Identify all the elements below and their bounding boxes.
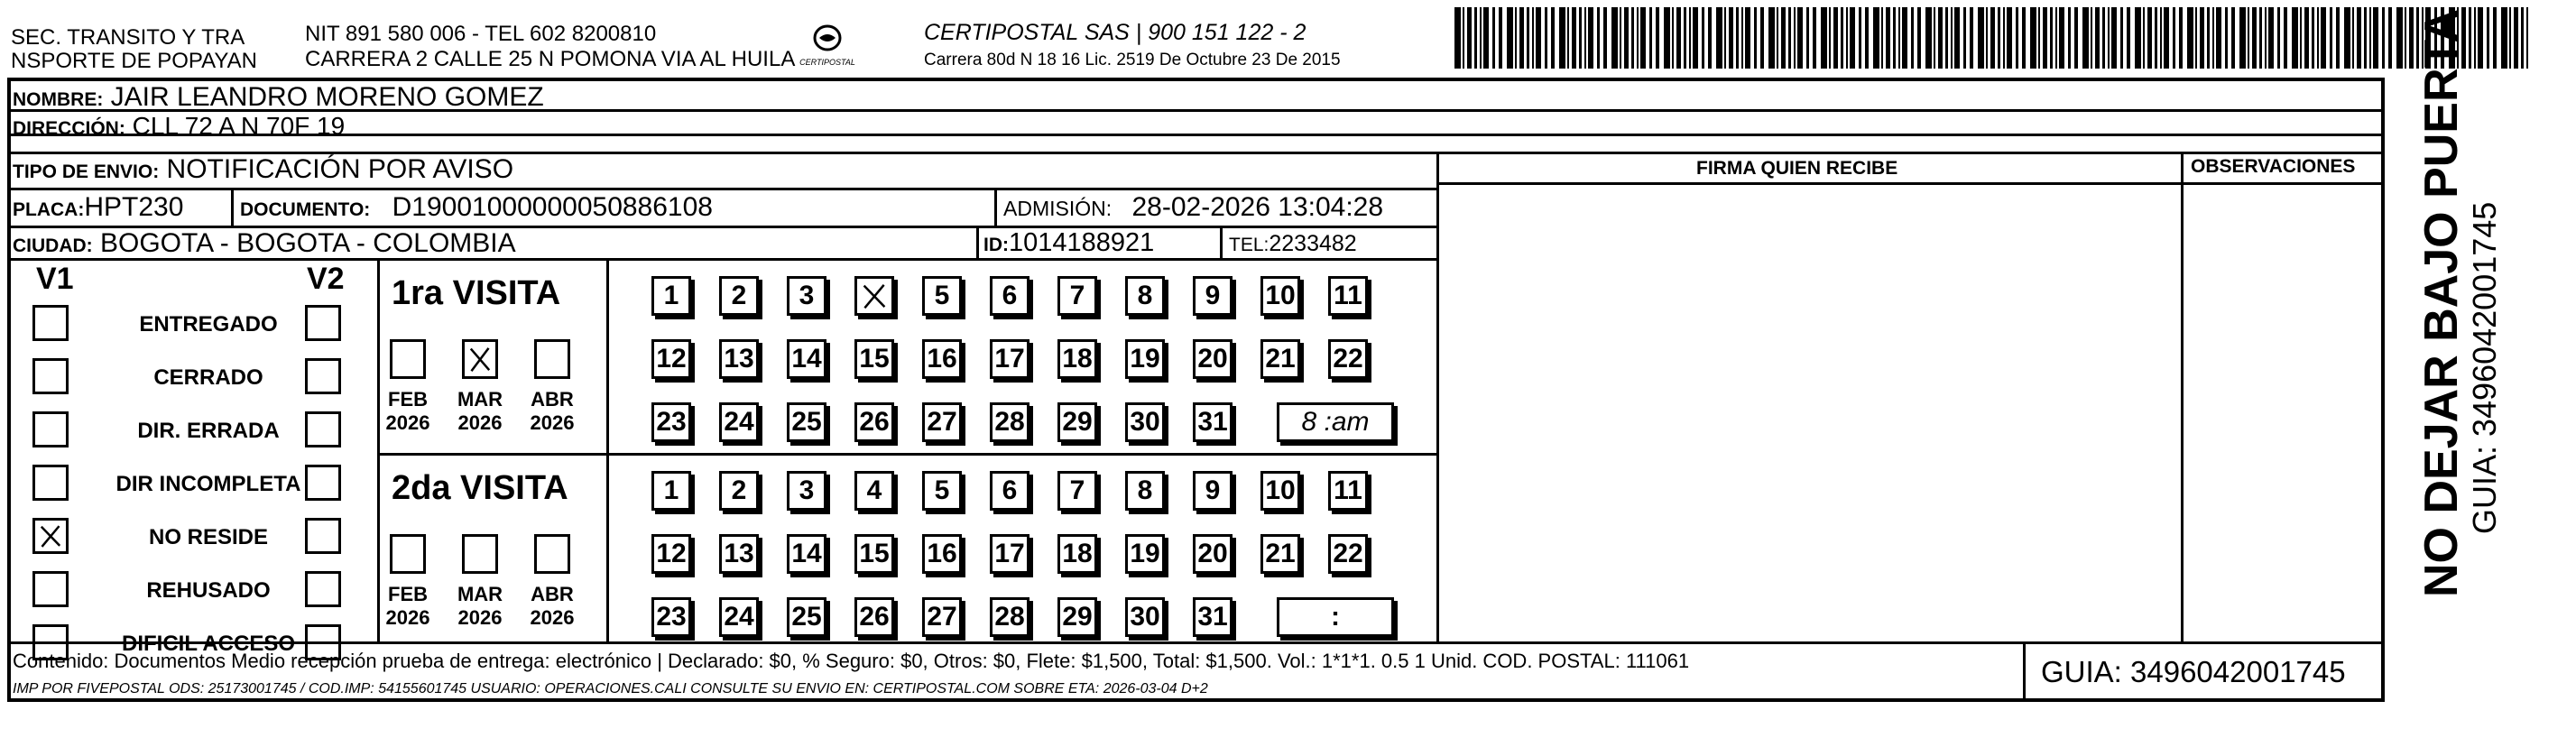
- month-checkbox[interactable]: [462, 339, 498, 379]
- check-mark-icon: [857, 279, 891, 313]
- day-box[interactable]: 6: [990, 276, 1029, 316]
- placa-row: [13, 194, 183, 221]
- row-divider: [7, 188, 1439, 190]
- day-box[interactable]: 4: [854, 471, 894, 511]
- month-year: 2026: [457, 606, 503, 630]
- v2-label: V2: [307, 262, 345, 296]
- nombre-label: NOMBRE:: [13, 89, 104, 110]
- month-checkbox[interactable]: [462, 534, 498, 574]
- admision-row: [1003, 194, 1383, 221]
- v2-checkbox[interactable]: [305, 358, 341, 394]
- ciudad-label: CIUDAD:: [13, 235, 93, 256]
- day-box[interactable]: 3: [787, 276, 826, 316]
- day-box[interactable]: 9: [1193, 276, 1233, 316]
- month-label: [381, 583, 435, 631]
- col-divider: [1220, 226, 1223, 258]
- v1-checkbox[interactable]: [32, 624, 69, 660]
- ciudad-row: [13, 230, 516, 257]
- day-box[interactable]: 11: [1328, 471, 1368, 511]
- observaciones-header: OBSERVACIONES: [2191, 156, 2356, 177]
- day-box[interactable]: 24: [719, 402, 759, 442]
- v1-checkbox[interactable]: [32, 571, 69, 607]
- v2-checkbox[interactable]: [305, 624, 341, 660]
- day-box[interactable]: 25: [787, 597, 826, 637]
- placa-value: HPT230: [84, 192, 184, 222]
- footer-guia: GUIA: 3496042001745: [2041, 655, 2346, 688]
- day-box[interactable]: [854, 276, 894, 316]
- courier-logo: [787, 20, 868, 70]
- day-box[interactable]: 2: [719, 471, 759, 511]
- logo-text: CERTIPOSTAL: [799, 58, 855, 67]
- v2-checkbox[interactable]: [305, 465, 341, 501]
- time-field[interactable]: :: [1277, 597, 1394, 637]
- direccion-row: [13, 114, 345, 139]
- day-box[interactable]: 3: [787, 471, 826, 511]
- month-year: 2026: [530, 606, 575, 630]
- admision-value: 28-02-2026 13:04:28: [1131, 192, 1384, 222]
- day-box[interactable]: 27: [922, 402, 962, 442]
- ciudad-value: BOGOTA - BOGOTA - COLOMBIA: [100, 228, 516, 258]
- day-box[interactable]: 1: [651, 471, 691, 511]
- firma-header: FIRMA QUIEN RECIBE: [1696, 158, 1898, 179]
- documento-value: D19001000000050886108: [392, 192, 713, 222]
- day-box[interactable]: 19: [1125, 534, 1165, 574]
- sender-line-2: NSPORTE DE POPAYAN: [11, 49, 257, 73]
- day-box[interactable]: 16: [922, 339, 962, 379]
- month-label: [525, 388, 579, 436]
- status-label: DIR INCOMPLETA: [115, 472, 301, 496]
- status-label: CERRADO: [153, 365, 263, 390]
- id-row: [983, 230, 1154, 256]
- month-checkbox[interactable]: [534, 534, 570, 574]
- row-divider: [7, 258, 1439, 261]
- day-box[interactable]: 30: [1125, 402, 1165, 442]
- barcode-icon: [1454, 7, 2533, 69]
- month-label: [525, 583, 579, 631]
- month-name: ABR: [531, 583, 574, 605]
- tipo-label: TIPO DE ENVIO:: [13, 161, 160, 182]
- day-box[interactable]: 18: [1057, 339, 1097, 379]
- check-mark-icon: [465, 342, 495, 376]
- tel-row: [1229, 233, 1357, 255]
- day-box[interactable]: 2: [719, 276, 759, 316]
- v1-checkbox[interactable]: [32, 518, 69, 554]
- day-box[interactable]: 15: [854, 534, 894, 574]
- day-box[interactable]: 13: [719, 534, 759, 574]
- nombre-value: JAIR LEANDRO MORENO GOMEZ: [110, 82, 544, 112]
- day-box[interactable]: 6: [990, 471, 1029, 511]
- time-field[interactable]: 8 :am: [1277, 402, 1394, 442]
- month-checkbox[interactable]: [390, 534, 426, 574]
- v2-checkbox[interactable]: [305, 411, 341, 447]
- id-value: 1014188921: [1009, 228, 1155, 257]
- admision-label: ADMISIÓN:: [1003, 197, 1113, 220]
- month-name: FEB: [388, 388, 428, 411]
- v1-checkbox[interactable]: [32, 411, 69, 447]
- day-box[interactable]: 31: [1193, 402, 1233, 442]
- month-name: MAR: [457, 388, 503, 411]
- id-label: ID:: [983, 235, 1009, 255]
- direccion-label: DIRECCIÓN:: [13, 118, 125, 139]
- nombre-row: [13, 84, 544, 111]
- month-name: FEB: [388, 583, 428, 605]
- contenido-line: Contenido: Documentos Medio recepción prueba de entrega: electrónico | Declarado: $0, % Seguro: $0, Otros: $0, Flete: $1,500, Total: $1,500. Vol.: 1*1*1. 0.5 1 Unid. COD. POSTAL: 111061: [13, 650, 1690, 672]
- direccion-value: CLL 72 A N 70F 19: [132, 112, 346, 140]
- day-box[interactable]: 7: [1057, 276, 1097, 316]
- day-box[interactable]: 18: [1057, 534, 1097, 574]
- day-box[interactable]: 24: [719, 597, 759, 637]
- day-box[interactable]: 20: [1193, 534, 1233, 574]
- day-box[interactable]: 16: [922, 534, 962, 574]
- nit-line: NIT 891 580 006 - TEL 602 8200810: [305, 22, 657, 46]
- day-box[interactable]: 7: [1057, 471, 1097, 511]
- day-box[interactable]: 11: [1328, 276, 1368, 316]
- month-year: 2026: [385, 411, 430, 435]
- day-box[interactable]: 5: [922, 276, 962, 316]
- day-box[interactable]: 17: [990, 339, 1029, 379]
- v1-checkbox[interactable]: [32, 305, 69, 341]
- courier-line-1: CERTIPOSTAL SAS | 900 151 122 - 2: [924, 20, 1306, 45]
- v2-checkbox[interactable]: [305, 305, 341, 341]
- day-box[interactable]: 14: [787, 534, 826, 574]
- status-label: DIFICIL ACCESO: [121, 632, 295, 656]
- day-box[interactable]: 19: [1125, 339, 1165, 379]
- month-name: MAR: [457, 583, 503, 605]
- day-box[interactable]: 12: [651, 534, 691, 574]
- status-label: ENTREGADO: [139, 312, 278, 337]
- month-checkbox[interactable]: [390, 339, 426, 379]
- status-label: NO RESIDE: [148, 525, 269, 549]
- col-divider: [606, 258, 609, 641]
- sender-line-1: SEC. TRANSITO Y TRA: [11, 25, 245, 50]
- day-box[interactable]: 21: [1260, 339, 1300, 379]
- col-divider: [2023, 641, 2026, 702]
- imp-line: IMP POR FIVEPOSTAL ODS: 25173001745 / COD.IMP: 54155601745 USUARIO: OPERACIONES.CALI CONSULTE SU ENVIO EN: CERTIPOSTAL.COM SOBRE ETA: 2026-03-04 D+2: [13, 681, 1208, 696]
- day-box[interactable]: 12: [651, 339, 691, 379]
- day-box[interactable]: 26: [854, 402, 894, 442]
- barcode: [1454, 7, 2533, 69]
- day-box[interactable]: 22: [1328, 339, 1368, 379]
- month-checkbox[interactable]: [534, 339, 570, 379]
- tipo-row: [13, 156, 513, 183]
- day-box[interactable]: 29: [1057, 402, 1097, 442]
- courier-logo-icon: [787, 20, 868, 70]
- day-box[interactable]: 23: [651, 402, 691, 442]
- col-divider: [231, 188, 234, 226]
- visit-title: 1ra VISITA: [392, 274, 561, 312]
- month-label: [381, 388, 435, 436]
- day-box[interactable]: 29: [1057, 597, 1097, 637]
- day-box[interactable]: 14: [787, 339, 826, 379]
- day-box[interactable]: 31: [1193, 597, 1233, 637]
- side-guia: GUIA: 3496042001745: [2466, 201, 2503, 534]
- visit-divider: [377, 453, 1439, 456]
- tel-value: 2233482: [1269, 231, 1357, 256]
- day-box[interactable]: 1: [651, 276, 691, 316]
- month-label: [453, 388, 507, 436]
- month-year: 2026: [385, 606, 430, 630]
- documento-label: DOCUMENTO:: [240, 199, 371, 220]
- v1-checkbox[interactable]: [32, 358, 69, 394]
- day-box[interactable]: 13: [719, 339, 759, 379]
- status-label: REHUSADO: [146, 578, 271, 603]
- col-divider: [994, 188, 997, 226]
- day-box[interactable]: 17: [990, 534, 1029, 574]
- v1-label: V1: [36, 262, 74, 296]
- status-label: DIR. ERRADA: [137, 419, 280, 443]
- day-box[interactable]: 22: [1328, 534, 1368, 574]
- day-box[interactable]: 26: [854, 597, 894, 637]
- day-box[interactable]: 8: [1125, 471, 1165, 511]
- row-divider: [7, 134, 2385, 136]
- visit-title: 2da VISITA: [392, 469, 568, 507]
- day-box[interactable]: 10: [1260, 276, 1300, 316]
- day-box[interactable]: 30: [1125, 597, 1165, 637]
- signature-area[interactable]: [1439, 185, 2181, 641]
- placa-label: PLACA:: [13, 199, 85, 220]
- courier-line-2: Carrera 80d N 18 16 Lic. 2519 De Octubre 23 De 2015: [924, 51, 1341, 69]
- day-box[interactable]: 27: [922, 597, 962, 637]
- day-box[interactable]: 9: [1193, 471, 1233, 511]
- month-label: [453, 583, 507, 631]
- row-divider: [7, 641, 2385, 644]
- day-box[interactable]: 28: [990, 402, 1029, 442]
- month-name: ABR: [531, 388, 574, 411]
- day-box[interactable]: 20: [1193, 339, 1233, 379]
- sender-address: CARRERA 2 CALLE 25 N POMONA VIA AL HUILA: [305, 47, 796, 71]
- day-box[interactable]: 23: [651, 597, 691, 637]
- tipo-value: NOTIFICACIÓN POR AVISO: [166, 154, 514, 184]
- observaciones-area[interactable]: [2184, 185, 2382, 641]
- tel-label: TEL:: [1229, 235, 1270, 255]
- day-box[interactable]: 15: [854, 339, 894, 379]
- day-box[interactable]: 21: [1260, 534, 1300, 574]
- col-divider: [976, 226, 979, 258]
- day-box[interactable]: 5: [922, 471, 962, 511]
- v2-checkbox[interactable]: [305, 518, 341, 554]
- check-mark-icon: [35, 521, 66, 551]
- month-year: 2026: [530, 411, 575, 435]
- col-divider: [377, 258, 380, 641]
- v1-checkbox[interactable]: [32, 465, 69, 501]
- day-box[interactable]: 25: [787, 402, 826, 442]
- day-box[interactable]: 28: [990, 597, 1029, 637]
- v2-checkbox[interactable]: [305, 571, 341, 607]
- day-box[interactable]: 8: [1125, 276, 1165, 316]
- side-warning: NO DEJAR BAJO PUERTA: [2415, 8, 2468, 597]
- month-year: 2026: [457, 411, 503, 435]
- documento-row: [240, 194, 713, 221]
- day-box[interactable]: 10: [1260, 471, 1300, 511]
